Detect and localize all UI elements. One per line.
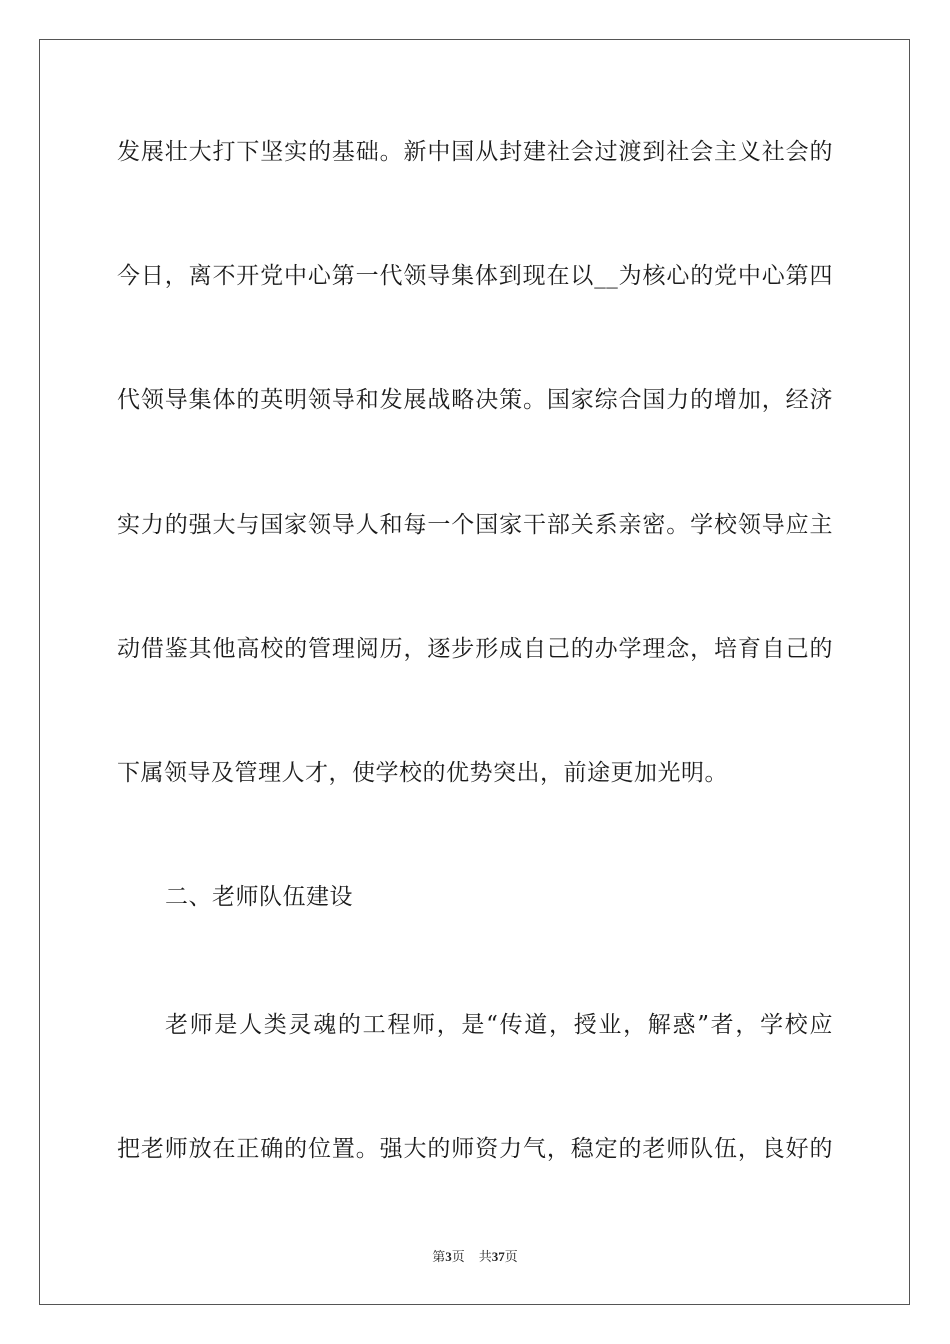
body-text-line-5: 动借鉴其他高校的管理阅历，逐步形成自己的办学理念，培育自己的	[117, 636, 833, 662]
page-number: 第3页	[432, 1249, 465, 1264]
body-text-line-3: 代领导集体的英明领导和发展战略决策。国家综合国力的增加，经济	[117, 387, 833, 413]
body-text-line-2: 今日，离不开党中心第一代领导集体到现在以__为核心的党中心第四	[117, 263, 833, 289]
body-text-line-8: 把老师放在正确的位置。强大的师资力气，稳定的老师队伍，良好的	[117, 1136, 833, 1162]
body-text-line-6: 下属领导及管理人才，使学校的优势突出，前途更加光明。	[117, 760, 728, 786]
page-total: 共37页	[478, 1249, 518, 1264]
body-text-line-7: 老师是人类灵魂的工程师，是“传道，授业，解惑”者，学校应	[165, 1012, 833, 1038]
body-text-line-4: 实力的强大与国家领导人和每一个国家干部关系亲密。学校领导应主	[117, 512, 833, 538]
page-border	[39, 39, 910, 1305]
page-footer	[0, 1248, 950, 1266]
section-heading: 二、老师队伍建设	[165, 884, 353, 910]
body-text-line-1: 发展壮大打下坚实的基础。新中国从封建社会过渡到社会主义社会的	[117, 139, 833, 165]
